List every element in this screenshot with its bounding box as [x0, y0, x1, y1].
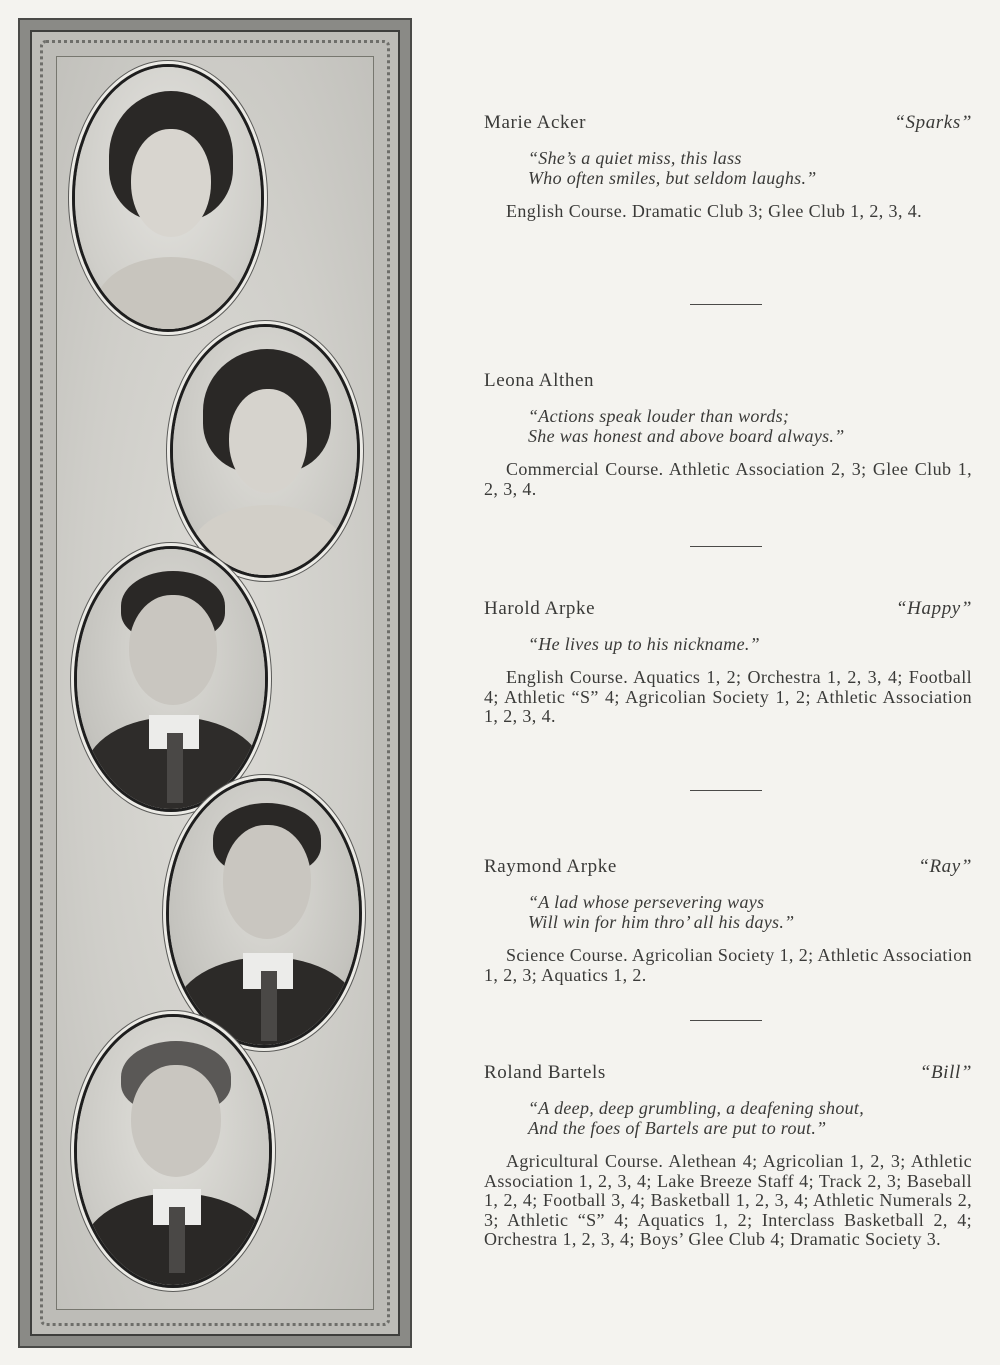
student-nickname: “Happy” — [896, 598, 972, 619]
separator-rule — [690, 790, 762, 791]
entry-marie-acker — [484, 112, 972, 222]
portrait-leona-althen — [170, 324, 360, 578]
portrait-raymond-arpke — [166, 778, 362, 1048]
entry-raymond-arpke — [484, 856, 972, 985]
quote-line: “He lives up to his nickname.” — [528, 634, 760, 654]
portrait-marie-acker — [72, 64, 264, 332]
student-quote — [528, 1098, 972, 1138]
quote-line: “She’s a quiet miss, this lass — [528, 148, 742, 168]
entry-harold-arpke — [484, 598, 972, 727]
student-activities: Agricultural Course. Alethean 4; Agricolian 1, 2, 3; Athletic Association 1, 2, 3, 4; Lake Breeze Staff 4; Track 2, 3; Baseball 1, 2, 4; Football 3, 4; Basketball 1, 2, 3, 4; Athletic Numerals 2, 3; Athletic “S” 4; Aquatics 1, 2; Interclass Basketball 2, 4; Orchestra 1, 2, 3, 4; Boys’ Glee Club 4; Dramatic Society 3. — [484, 1151, 972, 1249]
student-name: Roland Bartels — [484, 1062, 606, 1083]
student-nickname: “Bill” — [919, 1062, 972, 1083]
student-quote — [528, 892, 972, 932]
separator-rule — [690, 1020, 762, 1021]
student-activities: English Course. Aquatics 1, 2; Orchestra 1, 2, 3, 4; Football 4; Athletic “S” 4; Agricolian Society 1, 2; Athletic Association 1, 2, 3, 4. — [484, 667, 972, 726]
quote-line: “Actions speak louder than words; — [528, 406, 790, 426]
student-name: Harold Arpke — [484, 598, 596, 619]
student-name: Leona Althen — [484, 370, 595, 391]
entry-roland-bartels — [484, 1062, 972, 1250]
student-activities: English Course. Dramatic Club 3; Glee Club 1, 2, 3, 4. — [506, 201, 923, 221]
student-nickname: “Sparks” — [894, 112, 972, 133]
quote-line: She was honest and above board always.” — [528, 426, 845, 446]
student-quote — [528, 148, 972, 188]
student-nickname: “Ray” — [918, 856, 972, 877]
student-name: Raymond Arpke — [484, 856, 617, 877]
student-name: Marie Acker — [484, 112, 587, 133]
portrait-harold-arpke — [74, 546, 268, 812]
student-quote — [528, 406, 972, 446]
separator-rule — [690, 304, 762, 305]
name-row — [484, 856, 972, 878]
separator-rule — [690, 546, 762, 547]
quote-line: Who often smiles, but seldom laughs.” — [528, 168, 817, 188]
quote-line: “A lad whose persevering ways — [528, 892, 765, 912]
name-row — [484, 370, 972, 392]
name-row — [484, 598, 972, 620]
student-activities: Commercial Course. Athletic Association 2, 3; Glee Club 1, 2, 3, 4. — [484, 459, 972, 499]
quote-line: Will win for him thro’ all his days.” — [528, 912, 795, 932]
name-row — [484, 112, 972, 134]
quote-line: “A deep, deep grumbling, a deafening shout, — [528, 1098, 865, 1118]
student-quote — [528, 634, 972, 654]
portrait-roland-bartels — [74, 1014, 272, 1288]
quote-line: And the foes of Bartels are put to rout.” — [528, 1118, 827, 1138]
name-row — [484, 1062, 972, 1084]
entry-leona-althen — [484, 370, 972, 499]
student-activities: Science Course. Agricolian Society 1, 2; Athletic Association 1, 2, 3; Aquatics 1, 2. — [484, 945, 972, 985]
